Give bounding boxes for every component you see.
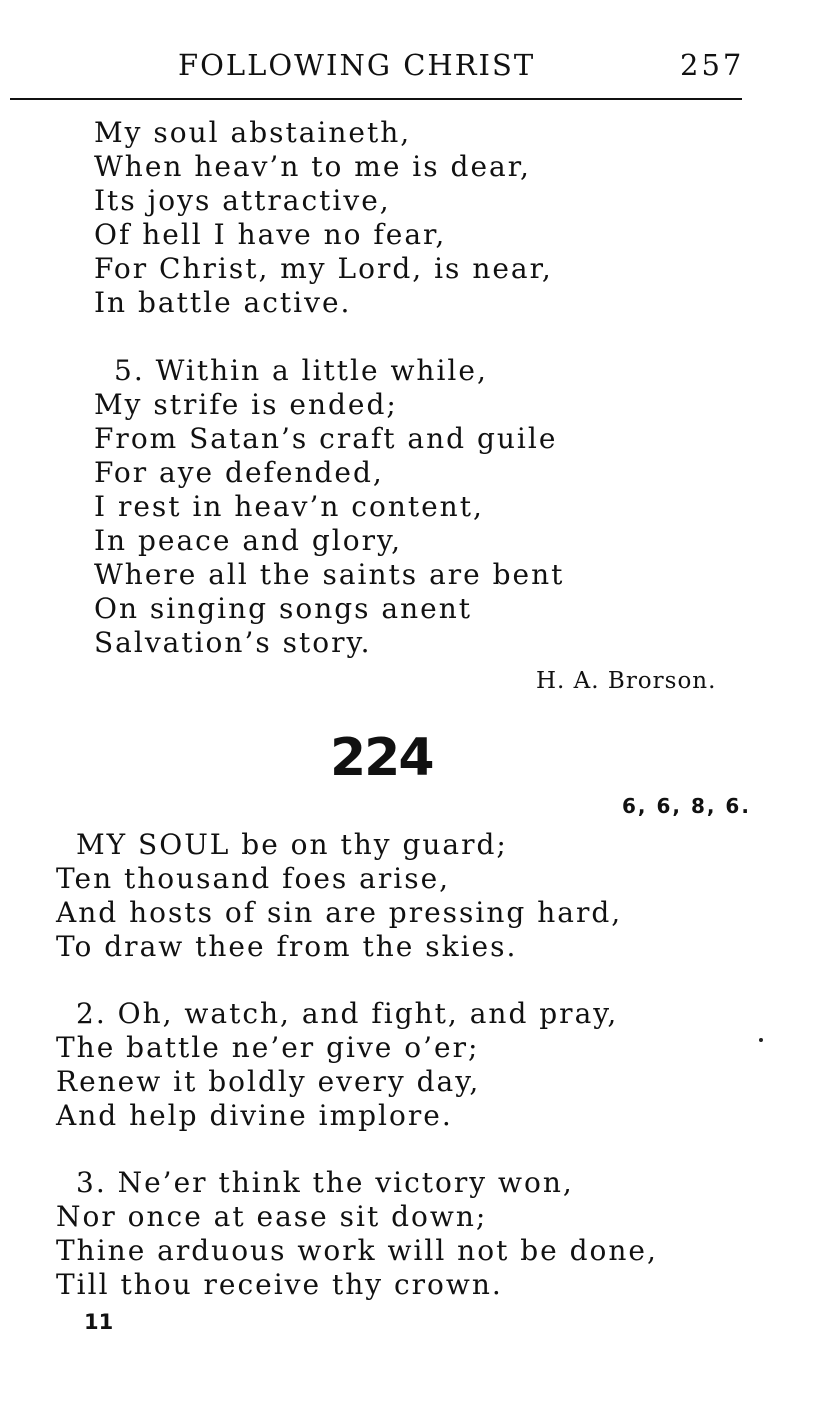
hymn-author: H. A. Brorson. <box>536 668 717 694</box>
stanza-1 <box>56 828 622 964</box>
verse-line: 5. Within a little while, <box>114 354 488 387</box>
verse-line: Its joys attractive, <box>94 184 391 217</box>
verse-line: On singing songs anent <box>94 592 473 625</box>
stanza-2 <box>56 997 618 1133</box>
verse-line: When heav’n to me is dear, <box>94 150 531 183</box>
verse-line: 3. Ne’er think the victory won, <box>76 1166 574 1199</box>
verse-line: Where all the saints are bent <box>94 558 565 591</box>
running-title: FOLLOWING CHRIST <box>178 48 536 82</box>
continued-stanza <box>94 116 553 320</box>
ink-speck <box>759 1038 763 1042</box>
verse-line: Ten thousand foes arise, <box>56 862 451 895</box>
signature-mark: 11 <box>84 1310 114 1334</box>
verse-line: To draw thee from the skies. <box>56 930 518 963</box>
page-number: 257 <box>680 48 745 82</box>
running-head <box>0 48 816 88</box>
verse-line: For Christ, my Lord, is near, <box>94 252 553 285</box>
stanza-5 <box>94 354 564 660</box>
hymn-number: 224 <box>330 728 433 788</box>
verse-line: Thine arduous work will not be done, <box>56 1234 658 1267</box>
verse-line: Nor once at ease sit down; <box>56 1200 488 1233</box>
verse-line: MY SOUL be on thy guard; <box>76 828 508 861</box>
verse-line: And hosts of sin are pressing hard, <box>56 896 623 929</box>
verse-line: My strife is ended; <box>94 388 398 421</box>
verse-line: From Satan’s craft and guile <box>94 422 558 455</box>
verse-line: My soul abstaineth, <box>94 116 412 149</box>
verse-line: The battle ne’er give o’er; <box>56 1031 480 1064</box>
verse-line: In battle active. <box>94 286 352 319</box>
hymn-meter: 6, 6, 8, 6. <box>622 794 751 818</box>
header-rule <box>10 98 742 100</box>
verse-line: Salvation’s story. <box>94 626 372 659</box>
verse-line: And help divine implore. <box>56 1099 453 1132</box>
verse-line: In peace and glory, <box>94 524 403 557</box>
verse-line: For aye defended, <box>94 456 384 489</box>
verse-line: Till thou receive thy crown. <box>56 1268 503 1301</box>
verse-line: I rest in heav’n content, <box>94 490 484 523</box>
verse-line: Renew it boldly every day, <box>56 1065 481 1098</box>
stanza-3 <box>56 1166 658 1302</box>
verse-line: Of hell I have no fear, <box>94 218 447 251</box>
verse-line: 2. Oh, watch, and fight, and pray, <box>76 997 619 1030</box>
